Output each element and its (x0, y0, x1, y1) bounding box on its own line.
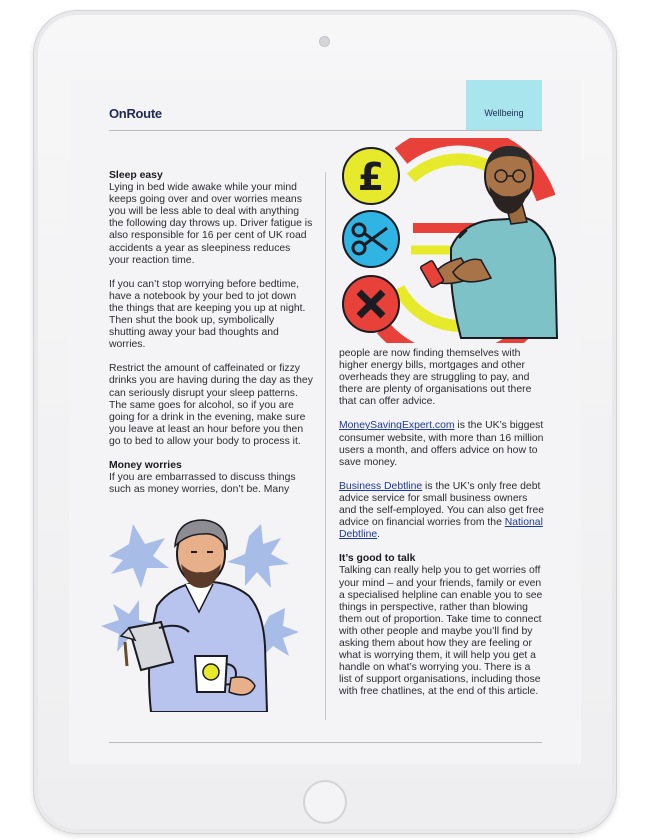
talk-heading: It’s good to talk (339, 553, 416, 565)
business-debtline-link[interactable]: Business Debtline (339, 480, 423, 492)
svg-text:£: £ (357, 155, 385, 199)
magazine-page (69, 80, 581, 764)
section-label: Wellbeing (484, 108, 524, 118)
front-camera (319, 36, 330, 47)
home-button[interactable] (303, 780, 347, 824)
national-debtline-link[interactable]: National Debtline (339, 517, 543, 541)
sleep-paragraph-3: Restrict the amount of caffeinated or fizzy drinks you are having during the day as they can seriously disrupt your sleep patterns. The same goes for alcohol, so if you are going for a drink in the evening, make sure you leave at least an hour before you then go to bed to allow your body to process it. (109, 363, 313, 447)
sleep-heading: Sleep easy (109, 170, 163, 181)
left-column (109, 170, 313, 508)
header-divider (109, 130, 542, 131)
national-debtline-end: . (377, 529, 381, 541)
section-tab (466, 80, 542, 130)
column-divider (325, 172, 326, 720)
footer-divider (109, 742, 542, 743)
mse-paragraph (339, 420, 545, 468)
business-debtline-text: is the UK’s only free debt advice service for small business owners and the self-employed. You can also get free advice on financial worries from the (339, 480, 545, 529)
right-column (339, 348, 545, 710)
sleep-paragraph-2: If you can’t stop worrying before bedtime, have a notebook by your bed to jot down the things that are keeping you up at night. Then shut the book up, symbolically shutting away your bad thoughts and worries. (109, 278, 306, 351)
mse-text: is the UK’s biggest consumer website, with more than 16 million users a month, and offers advice on how to save money. (339, 420, 544, 468)
scissors-icon (343, 211, 399, 267)
talk-paragraph: Talking can really help you to get worries off your mind – and your friends, family or even a specialised helpline can enable you to see things in perspective, rather than blowing them out of proportion. Take time to connect with other people and maybe you’ll find by asking them about how they are feeling or what is worrying them, it will help you get a handle on what’s worrying you. There is a list of support organisations, including those with free chatlines, at the end of this article. (339, 565, 543, 698)
business-debtline-paragraph (339, 481, 545, 541)
sleep-paragraph-1: Lying in bed wide awake while your mind keeps going over and over worries means you will be less able to deal with anything the following day throws up. Driver fatigue is also responsible for 16 per cent of UK road accidents a year as sleepiness reduces your reaction time. (109, 182, 313, 266)
budget-illustration (341, 138, 561, 343)
cross-icon (343, 276, 399, 332)
money-heading: Money worries (109, 459, 182, 471)
moneysavingexpert-link[interactable]: MoneySavingExpert.com (339, 420, 455, 432)
coffee-illustration (99, 516, 304, 712)
money-paragraph-1: If you are embarrassed to discuss things such as money worries, don’t be. Many (109, 472, 296, 496)
money-paragraph-2: people are now finding themselves with higher energy bills, mortgages and other overheads they are struggling to pay, and there are plenty of organisations out there that can offer advice. (339, 348, 532, 408)
brand-logo: OnRoute (109, 106, 162, 121)
pound-icon (343, 148, 399, 204)
